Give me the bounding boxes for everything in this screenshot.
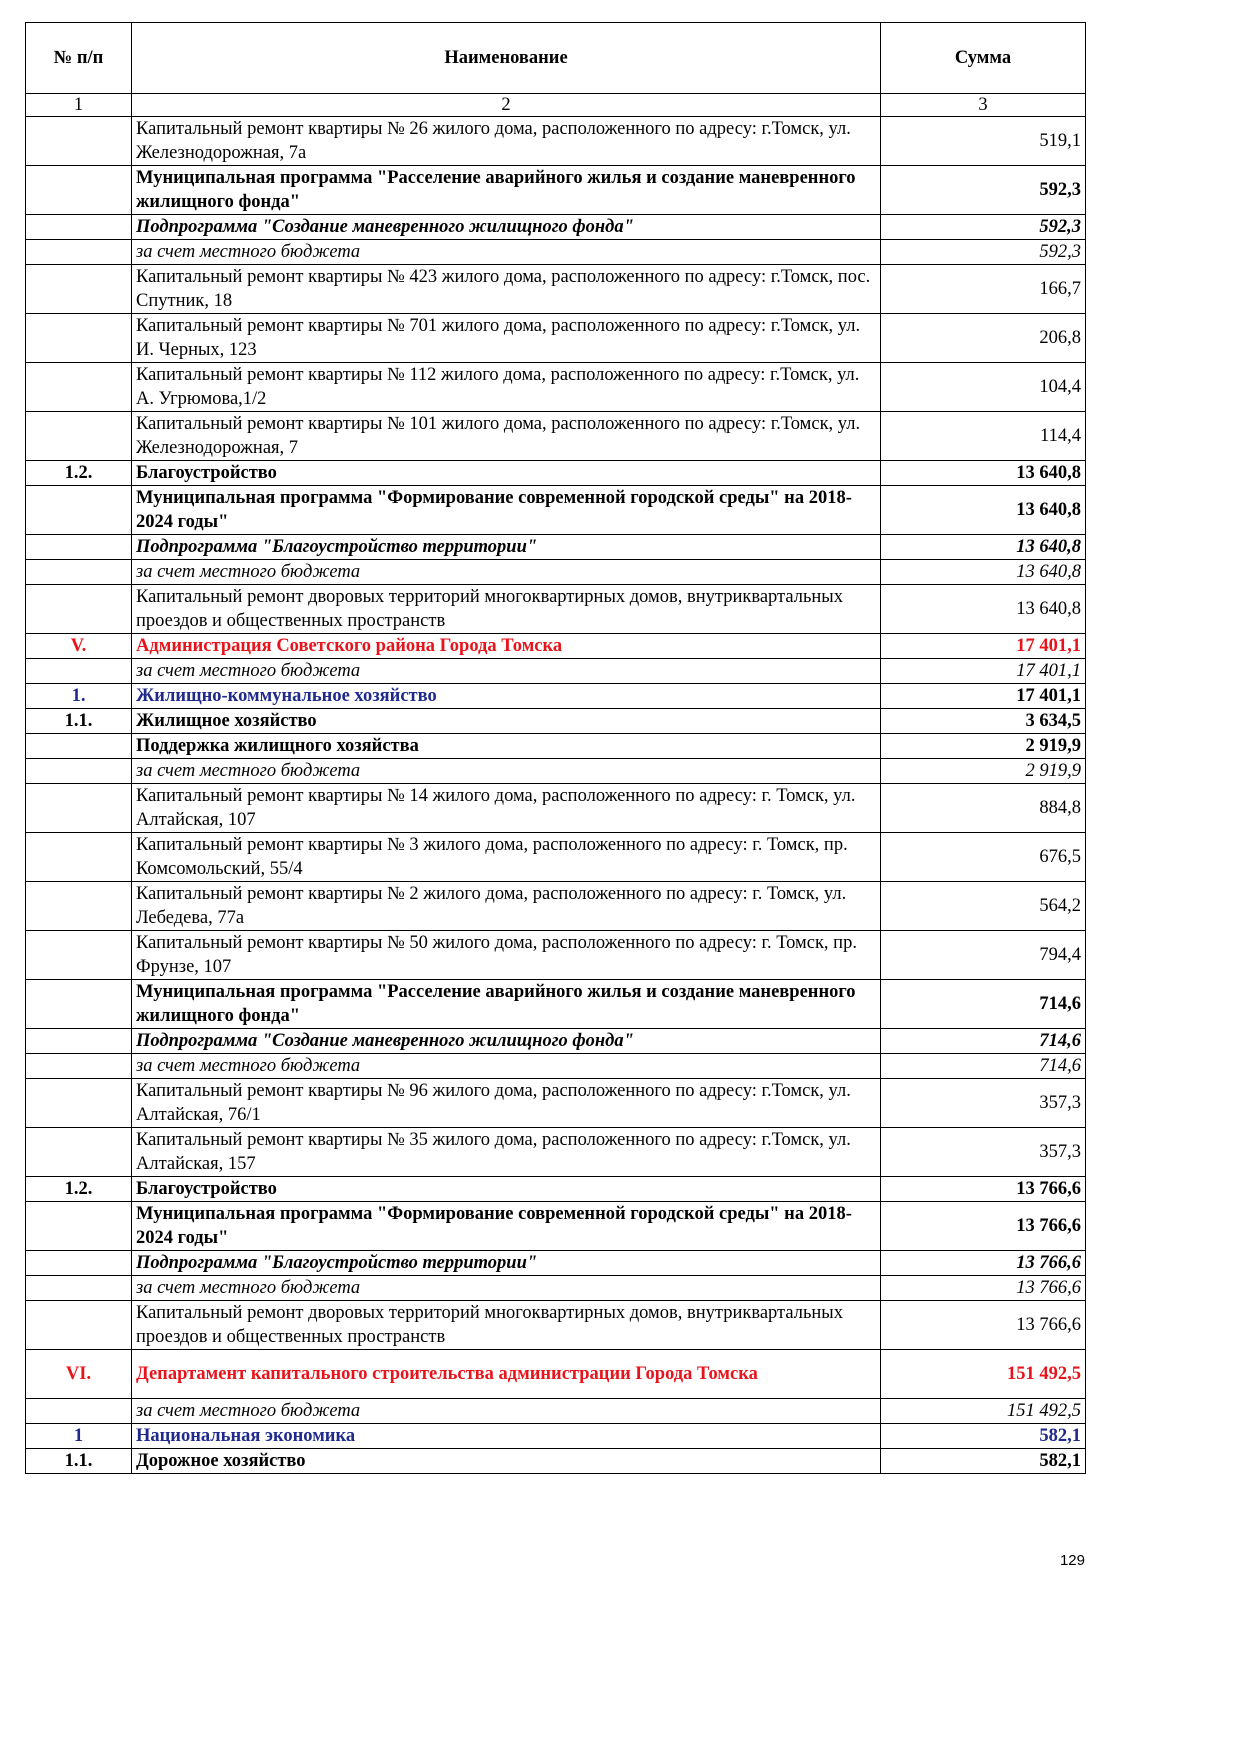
table-row [26, 931, 1086, 980]
row-number: VI. [26, 1350, 132, 1399]
row-number: 1 [26, 1424, 132, 1449]
row-number [26, 1128, 132, 1177]
table-row [26, 833, 1086, 882]
table-row [26, 759, 1086, 784]
row-sum: 13 766,6 [881, 1276, 1086, 1301]
row-number [26, 734, 132, 759]
row-number [26, 1202, 132, 1251]
row-number: 1.1. [26, 1449, 132, 1474]
table-row [26, 1449, 1086, 1474]
row-name: Благоустройство [132, 461, 881, 486]
table-body [26, 94, 1086, 1474]
row-number [26, 585, 132, 634]
row-number [26, 240, 132, 265]
row-sum: 519,1 [881, 117, 1086, 166]
table-row [26, 659, 1086, 684]
row-name: Муниципальная программа "Расселение аварийного жилья и создание маневренного жилищного фонда" [132, 166, 881, 215]
row-number [26, 659, 132, 684]
budget-table [25, 22, 1086, 1474]
row-sum: 592,3 [881, 240, 1086, 265]
row-sum: 151 492,5 [881, 1399, 1086, 1424]
row-name: Подпрограмма "Благоустройство территории" [132, 1251, 881, 1276]
row-name: Жилищно-коммунальное хозяйство [132, 684, 881, 709]
table-row [26, 634, 1086, 659]
row-number [26, 486, 132, 535]
row-name: за счет местного бюджета [132, 659, 881, 684]
table-row [26, 461, 1086, 486]
row-name: за счет местного бюджета [132, 560, 881, 585]
row-sum: 13 640,8 [881, 535, 1086, 560]
row-name: Капитальный ремонт квартиры № 2 жилого дома, расположенного по адресу: г. Томск, ул. Лебедева, 77а [132, 882, 881, 931]
row-name: Муниципальная программа "Формирование современной городской среды" на 2018-2024 годы" [132, 1202, 881, 1251]
row-number [26, 784, 132, 833]
header-sum: Сумма [881, 23, 1086, 94]
row-sum: 166,7 [881, 265, 1086, 314]
row-sum: 13 640,8 [881, 486, 1086, 535]
row-number: 1.2. [26, 1177, 132, 1202]
row-number [26, 1276, 132, 1301]
row-number: 1.2. [26, 461, 132, 486]
row-name: Капитальный ремонт квартиры № 14 жилого дома, расположенного по адресу: г. Томск, ул. Алтайская, 107 [132, 784, 881, 833]
row-sum: 13 640,8 [881, 560, 1086, 585]
row-name: Дорожное хозяйство [132, 1449, 881, 1474]
table-row [26, 117, 1086, 166]
row-sum: 114,4 [881, 412, 1086, 461]
table-row [26, 684, 1086, 709]
row-number [26, 535, 132, 560]
row-number [26, 833, 132, 882]
row-sum: 17 401,1 [881, 659, 1086, 684]
table-row [26, 1054, 1086, 1079]
row-sum: 13 640,8 [881, 585, 1086, 634]
row-sum: 676,5 [881, 833, 1086, 882]
table-row [26, 240, 1086, 265]
row-sum: 357,3 [881, 1079, 1086, 1128]
table-header-row [26, 23, 1086, 94]
table-row [26, 734, 1086, 759]
row-number: V. [26, 634, 132, 659]
row-name: за счет местного бюджета [132, 240, 881, 265]
row-sum: 151 492,5 [881, 1350, 1086, 1399]
row-number [26, 363, 132, 412]
row-name: Капитальный ремонт квартиры № 26 жилого дома, расположенного по адресу: г.Томск, ул. Железнодорожная, 7а [132, 117, 881, 166]
row-name: за счет местного бюджета [132, 1399, 881, 1424]
row-number [26, 265, 132, 314]
row-sum: 582,1 [881, 1449, 1086, 1474]
table-row [26, 486, 1086, 535]
header-name: Наименование [132, 23, 881, 94]
row-sum: 104,4 [881, 363, 1086, 412]
row-sum: 17 401,1 [881, 684, 1086, 709]
row-sum: 13 766,6 [881, 1177, 1086, 1202]
table-row [26, 709, 1086, 734]
table-row [26, 882, 1086, 931]
table-row [26, 314, 1086, 363]
row-sum: 2 919,9 [881, 759, 1086, 784]
row-name: Жилищное хозяйство [132, 709, 881, 734]
table-row [26, 784, 1086, 833]
row-name: Национальная экономика [132, 1424, 881, 1449]
row-sum: 13 766,6 [881, 1251, 1086, 1276]
row-name: за счет местного бюджета [132, 1276, 881, 1301]
row-number [26, 117, 132, 166]
row-name: за счет местного бюджета [132, 759, 881, 784]
table-row [26, 265, 1086, 314]
row-sum: 884,8 [881, 784, 1086, 833]
row-number: 1. [26, 684, 132, 709]
row-name: Муниципальная программа "Формирование современной городской среды" на 2018-2024 годы" [132, 486, 881, 535]
row-name: Капитальный ремонт квартиры № 50 жилого дома, расположенного по адресу: г. Томск, пр. Фрунзе, 107 [132, 931, 881, 980]
row-sum: 592,3 [881, 166, 1086, 215]
row-number [26, 1251, 132, 1276]
table-row [26, 1177, 1086, 1202]
table-row [26, 215, 1086, 240]
table-row [26, 166, 1086, 215]
column-index-row [26, 94, 1086, 117]
row-number [26, 314, 132, 363]
row-number: 1.1. [26, 709, 132, 734]
row-sum: 564,2 [881, 882, 1086, 931]
row-name: Капитальный ремонт квартиры № 35 жилого дома, расположенного по адресу: г.Томск, ул. Алтайская, 157 [132, 1128, 881, 1177]
table-row [26, 1424, 1086, 1449]
row-name: Капитальный ремонт квартиры № 423 жилого дома, расположенного по адресу: г.Томск, пос. Спутник, 18 [132, 265, 881, 314]
table-row [26, 535, 1086, 560]
row-sum: 714,6 [881, 1054, 1086, 1079]
row-name: Муниципальная программа "Расселение аварийного жилья и создание маневренного жилищного фонда" [132, 980, 881, 1029]
row-name: Капитальный ремонт дворовых территорий многоквартирных домов, внутриквартальных проездов и общественных пространств [132, 585, 881, 634]
row-sum: 3 634,5 [881, 709, 1086, 734]
row-name: Подпрограмма "Создание маневренного жилищного фонда" [132, 215, 881, 240]
table-row [26, 1251, 1086, 1276]
row-sum: 582,1 [881, 1424, 1086, 1449]
row-number [26, 1079, 132, 1128]
column-index: 1 [26, 94, 132, 117]
table-row [26, 1399, 1086, 1424]
table-row [26, 1202, 1086, 1251]
table-row [26, 980, 1086, 1029]
row-number [26, 166, 132, 215]
table-row [26, 585, 1086, 634]
row-name: Капитальный ремонт квартиры № 96 жилого дома, расположенного по адресу: г.Томск, ул. Алтайская, 76/1 [132, 1079, 881, 1128]
row-number [26, 882, 132, 931]
row-name: Подпрограмма "Создание маневренного жилищного фонда" [132, 1029, 881, 1054]
row-number [26, 759, 132, 784]
table-row [26, 363, 1086, 412]
row-number [26, 1301, 132, 1350]
row-sum: 357,3 [881, 1128, 1086, 1177]
row-name: Капитальный ремонт дворовых территорий многоквартирных домов, внутриквартальных проездов и общественных пространств [132, 1301, 881, 1350]
row-sum: 13 766,6 [881, 1301, 1086, 1350]
row-sum: 2 919,9 [881, 734, 1086, 759]
header-number: № п/п [26, 23, 132, 94]
row-name: за счет местного бюджета [132, 1054, 881, 1079]
table-row [26, 1079, 1086, 1128]
column-index: 2 [132, 94, 881, 117]
row-sum: 714,6 [881, 980, 1086, 1029]
row-sum: 206,8 [881, 314, 1086, 363]
table-row [26, 1128, 1086, 1177]
row-sum: 13 766,6 [881, 1202, 1086, 1251]
row-name: Подпрограмма "Благоустройство территории" [132, 535, 881, 560]
table-row [26, 560, 1086, 585]
row-number [26, 931, 132, 980]
row-number [26, 1054, 132, 1079]
table-row [26, 1350, 1086, 1399]
row-sum: 13 640,8 [881, 461, 1086, 486]
page-number: 129 [1059, 1552, 1085, 1569]
row-name: Капитальный ремонт квартиры № 3 жилого дома, расположенного по адресу: г. Томск, пр. Комсомольский, 55/4 [132, 833, 881, 882]
table-row [26, 1029, 1086, 1054]
row-sum: 794,4 [881, 931, 1086, 980]
table-row [26, 1276, 1086, 1301]
row-number [26, 1029, 132, 1054]
column-index: 3 [881, 94, 1086, 117]
row-name: Капитальный ремонт квартиры № 112 жилого дома, расположенного по адресу: г.Томск, ул. А. Угрюмова,1/2 [132, 363, 881, 412]
table-row [26, 1301, 1086, 1350]
row-number [26, 980, 132, 1029]
row-number [26, 560, 132, 585]
row-name: Капитальный ремонт квартиры № 701 жилого дома, расположенного по адресу: г.Томск, ул. И. Черных, 123 [132, 314, 881, 363]
row-name: Департамент капитального строительства администрации Города Томска [132, 1350, 881, 1399]
row-sum: 592,3 [881, 215, 1086, 240]
row-name: Капитальный ремонт квартиры № 101 жилого дома, расположенного по адресу: г.Томск, ул. Железнодорожная, 7 [132, 412, 881, 461]
row-number [26, 412, 132, 461]
row-number [26, 215, 132, 240]
row-number [26, 1399, 132, 1424]
row-sum: 714,6 [881, 1029, 1086, 1054]
row-name: Поддержка жилищного хозяйства [132, 734, 881, 759]
row-sum: 17 401,1 [881, 634, 1086, 659]
row-name: Администрация Советского района Города Томска [132, 634, 881, 659]
table-row [26, 412, 1086, 461]
row-name: Благоустройство [132, 1177, 881, 1202]
